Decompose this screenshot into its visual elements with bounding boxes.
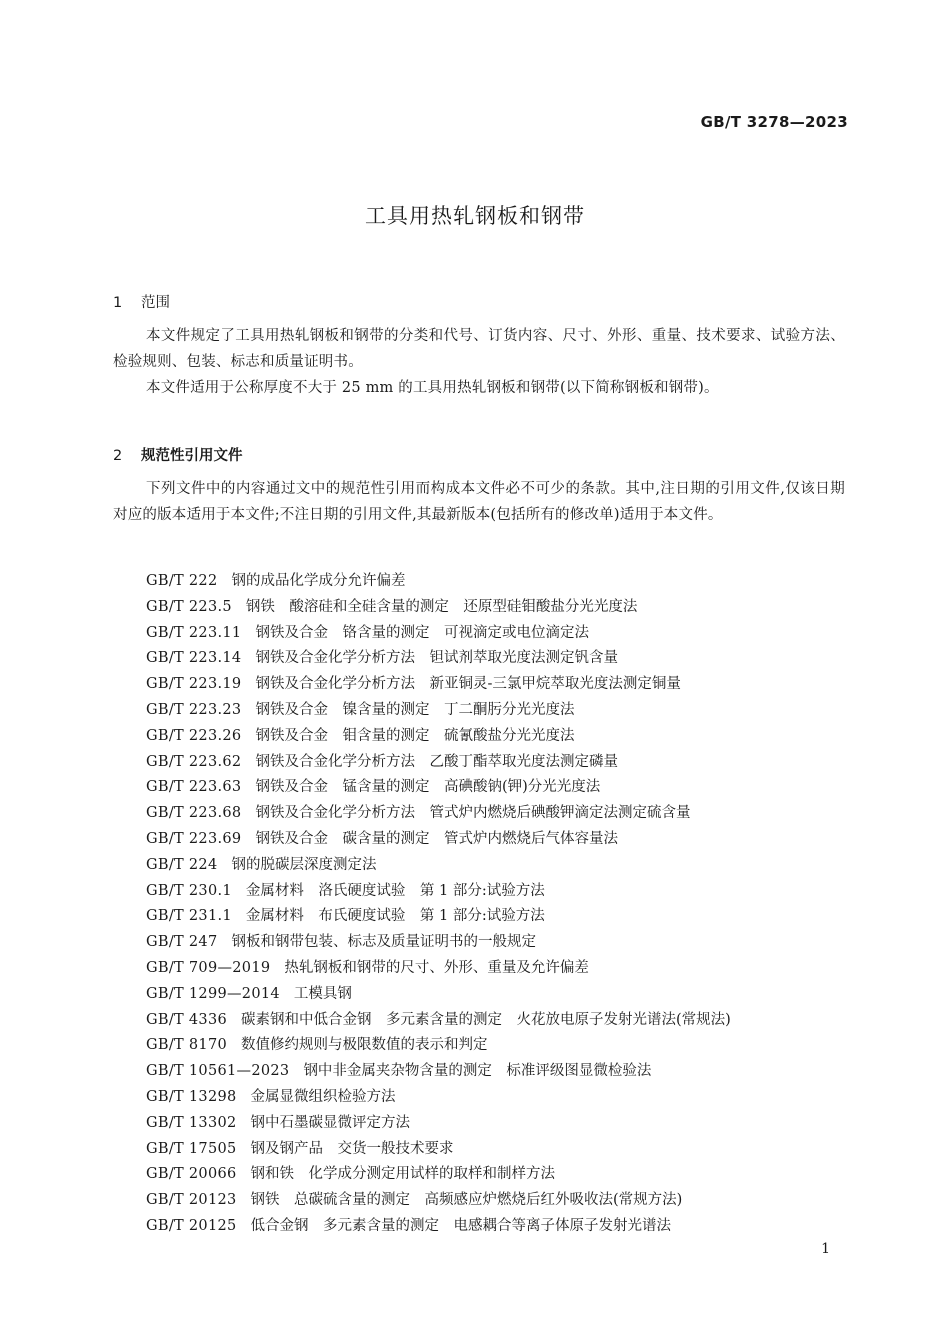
reference-code: GB/T 13298 [146,1088,237,1105]
reference-item [146,1085,731,1111]
page-number: 1 [821,1241,830,1257]
reference-code: GB/T 231.1 [146,908,232,925]
reference-item [146,646,731,672]
reference-title: 钢铁及合金化学分析方法 新亚铜灵-三氯甲烷萃取光度法测定铜量 [255,676,681,693]
reference-code: GB/T 10561—2023 [146,1063,290,1080]
section-1-heading [113,291,170,312]
reference-item [146,801,731,827]
reference-title: 钢中石墨碳显微评定方法 [250,1114,411,1131]
reference-item [146,621,731,647]
reference-code: GB/T 1299—2014 [146,985,280,1002]
section-1-title: 范围 [141,295,170,311]
reference-item [146,956,731,982]
reference-code: GB/T 247 [146,934,218,951]
reference-title: 钢铁及合金化学分析方法 钽试剂萃取光度法测定钒含量 [255,650,618,667]
reference-code: GB/T 13302 [146,1114,237,1131]
reference-code: GB/T 223.11 [146,624,242,641]
reference-code: GB/T 230.1 [146,882,232,899]
reference-title: 钢铁及合金 镍含量的测定 丁二酮肟分光光度法 [255,701,575,718]
reference-title: 钢及钢产品 交货一般技术要求 [250,1140,454,1157]
reference-item [146,1214,731,1240]
reference-title: 钢铁及合金化学分析方法 乙酸丁酯萃取光度法测定磷量 [255,753,618,770]
section-2-number: 2 [113,448,123,464]
reference-item [146,982,731,1008]
reference-item [146,1111,731,1137]
document-title: 工具用热轧钢板和钢带 [365,204,585,228]
reference-item [146,1008,731,1034]
reference-title: 钢的脱碳层深度测定法 [231,856,377,873]
reference-title: 热轧钢板和钢带的尺寸、外形、重量及允许偏差 [284,959,589,976]
reference-title: 钢板和钢带包装、标志及质量证明书的一般规定 [231,934,536,951]
references-intro: 下列文件中的内容通过文中的规范性引用而构成本文件必不可少的条款。其中,注日期的引用文件,仅该日期对应的版本适用于本文件;不注日期的引用文件,其最新版本(包括所有的修改单)适用于本文件。 [113,481,845,523]
reference-code: GB/T 8170 [146,1037,228,1054]
reference-code: GB/T 223.5 [146,598,232,615]
scope-paragraph-1: 本文件规定了工具用热轧钢板和钢带的分类和代号、订货内容、尺寸、外形、重量、技术要求、试验方法、检验规则、包装、标志和质量证明书。 [113,328,845,370]
reference-title: 金属材料 洛氏硬度试验 第 1 部分:试验方法 [245,882,545,899]
reference-code: GB/T 223.19 [146,676,242,693]
reference-code: GB/T 222 [146,573,218,589]
reference-title: 金属材料 布氏硬度试验 第 1 部分:试验方法 [245,908,545,925]
reference-item [146,1188,731,1214]
reference-item [146,827,731,853]
reference-code: GB/T 4336 [146,1011,228,1028]
reference-code: GB/T 709—2019 [146,959,271,976]
section-2-title: 规范性引用文件 [141,448,243,464]
reference-code: GB/T 223.14 [146,650,242,667]
reference-item [146,904,731,930]
section-2-heading [113,444,243,465]
reference-title: 工模具钢 [293,985,352,1002]
reference-item [146,930,731,956]
reference-item [146,1162,731,1188]
reference-item [146,595,731,621]
reference-item [146,672,731,698]
reference-code: GB/T 223.69 [146,830,242,847]
reference-title: 钢铁及合金 锰含量的测定 高碘酸钠(钾)分光光度法 [255,779,601,796]
reference-code: GB/T 20125 [146,1217,237,1234]
reference-code: GB/T 223.23 [146,701,242,718]
reference-title: 钢铁及合金 钼含量的测定 硫氰酸盐分光光度法 [255,727,575,744]
reference-item [146,853,731,879]
reference-title: 钢中非金属夹杂物含量的测定 标准评级图显微检验法 [303,1063,652,1080]
reference-code: GB/T 224 [146,856,218,873]
reference-title: 数值修约规则与极限数值的表示和判定 [241,1037,488,1054]
reference-title: 钢铁及合金化学分析方法 管式炉内燃烧后碘酸钾滴定法测定硫含量 [255,805,691,822]
reference-item [146,775,731,801]
reference-item [146,1059,731,1085]
reference-code: GB/T 20066 [146,1166,237,1183]
reference-item [146,879,731,905]
reference-code: GB/T 223.62 [146,753,242,770]
reference-title: 钢的成品化学成分允许偏差 [231,573,406,589]
reference-title: 钢和铁 化学成分测定用试样的取样和制样方法 [250,1166,556,1183]
reference-code: GB/T 223.63 [146,779,242,796]
reference-code: GB/T 223.26 [146,727,242,744]
reference-title: 钢铁 酸溶硅和全硅含量的测定 还原型硅钼酸盐分光光度法 [245,598,638,615]
reference-title: 钢铁及合金 铬含量的测定 可视滴定或电位滴定法 [255,624,589,641]
reference-list [146,569,731,1240]
reference-item [146,1033,731,1059]
reference-title: 钢铁 总碳硫含量的测定 高频感应炉燃烧后红外吸收法(常规方法) [250,1192,683,1209]
reference-item [146,1137,731,1163]
reference-item [146,569,731,595]
section-1-number: 1 [113,295,123,311]
reference-title: 碳素钢和中低合金钢 多元素含量的测定 火花放电原子发射光谱法(常规法) [241,1011,731,1028]
reference-title: 低合金钢 多元素含量的测定 电感耦合等离子体原子发射光谱法 [250,1217,672,1234]
reference-item [146,698,731,724]
reference-item [146,724,731,750]
reference-code: GB/T 17505 [146,1140,237,1157]
reference-item [146,750,731,776]
standard-code: GB/T 3278—2023 [700,113,848,131]
reference-code: GB/T 20123 [146,1192,237,1209]
reference-title: 钢铁及合金 碳含量的测定 管式炉内燃烧后气体容量法 [255,830,618,847]
reference-title: 金属显微组织检验方法 [250,1088,396,1105]
scope-paragraph-2: 本文件适用于公称厚度不大于 25 mm 的工具用热轧钢板和钢带(以下简称钢板和钢带)。 [146,380,719,396]
reference-code: GB/T 223.68 [146,805,242,822]
